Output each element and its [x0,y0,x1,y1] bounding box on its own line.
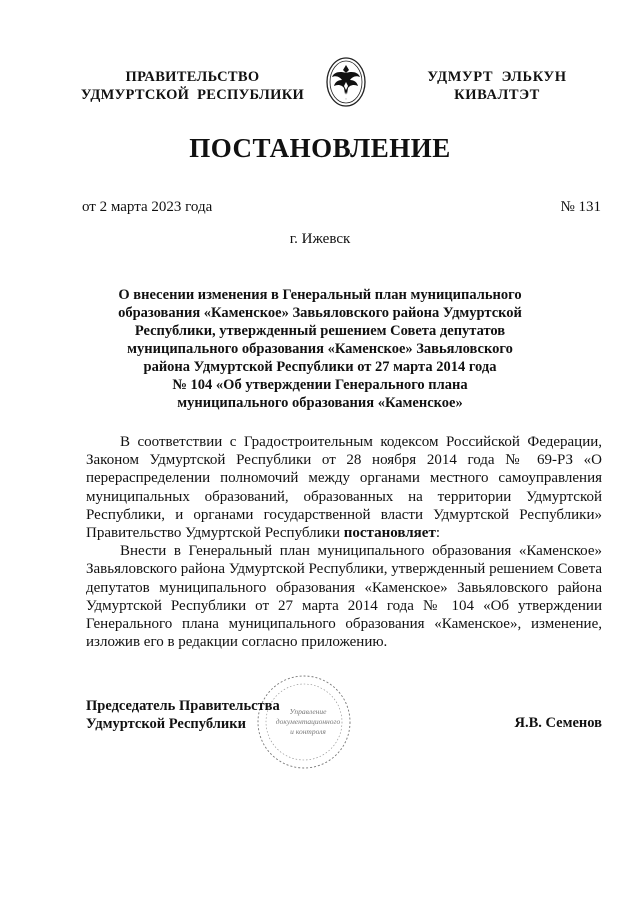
subject-line: муниципального образования «Каменское» Завьяловского [127,341,513,357]
stamp-line: документационного [275,717,341,726]
header-left [60,68,325,104]
subject-line: Республики, утвержденный решением Совета депутатов [134,323,506,339]
header-right-line-1: УДМУРТ ЭЛЬКУН [427,69,567,85]
document-body [86,433,602,651]
header-left-line-1: ПРАВИТЕЛЬСТВО [125,69,260,85]
body-paragraph-1-verb: постановляет [343,525,436,542]
document-subject [100,286,540,412]
stamp-line: и контроля [290,727,326,736]
header-right-line-2: КИВАЛТЭТ [454,87,540,103]
udmurtia-coat-of-arms-icon [325,56,367,108]
signature-position [86,697,280,733]
body-paragraph-1-text: В соответствии с Градостроительным кодексом Российской Федерации, Законом Удмуртской Республики от 28 ноября 2014 года № 69-РЗ «О перераспределении полномочий между органами местного самоуправления муниципальных образований, образованных на территории Удмуртской Республики, и органами государственной власти Удмуртской Республики» Правительство Удмуртской Республики [86,434,602,542]
subject-line: муниципального образования «Каменское» [177,395,463,411]
document-number: № 131 [560,199,601,215]
signature-name: Я.В. Семенов [514,715,602,731]
stamp-line: Управление [289,707,327,716]
signature-position-line-2: Удмуртской Республики [86,716,246,732]
document-date: от 2 марта 2023 года [82,199,213,215]
body-paragraph-2: Внести в Генеральный план муниципального образования «Каменское» Завьяловского района Удмуртской Республики, утвержденный решением Совета депутатов муниципального образования «Каменское» Завьяловского района Удмуртской Республики от 27 марта 2014 года № 104 «Об утверждении Генерального плана муниципального образования «Каменское», изменение, изложив его в редакции согласно приложению. [86,543,602,651]
document-city: г. Ижевск [289,231,351,247]
header-left-line-2: УДМУРТСКОЙ РЕСПУБЛИКИ [80,87,305,103]
body-paragraph-1-end: : [435,525,440,542]
header-right [392,68,602,104]
subject-line: № 104 «Об утверждении Генерального плана [172,377,468,393]
body-paragraph-1 [86,433,602,542]
signature-position-line-1: Председатель Правительства [86,698,280,714]
subject-line: образования «Каменское» Завьяловского района Удмуртской [118,305,522,321]
document-title: ПОСТАНОВЛЕНИЕ [189,133,451,163]
subject-line: района Удмуртской Республики от 27 марта 2014 года [143,359,497,375]
subject-line: О внесении изменения в Генеральный план муниципального [118,287,522,303]
